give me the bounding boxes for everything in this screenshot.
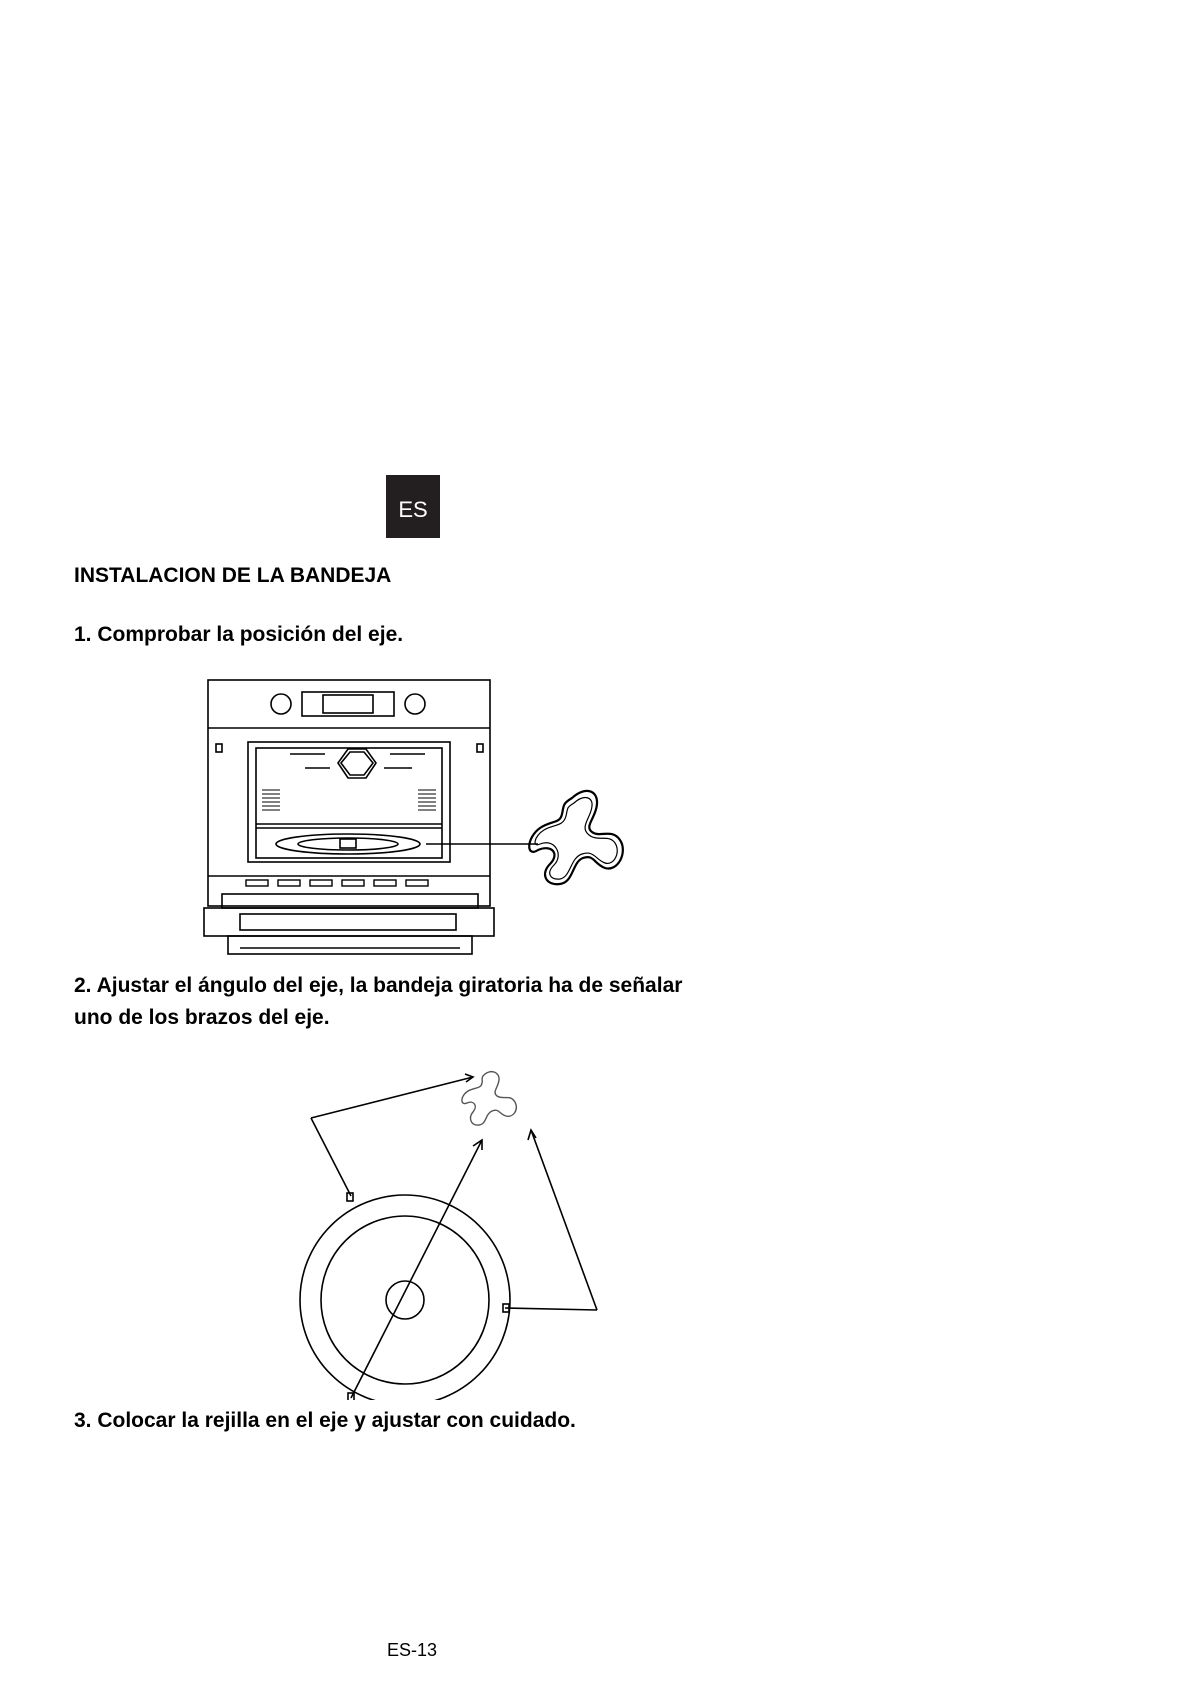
turntable-inner <box>321 1216 489 1384</box>
step-2-text <box>74 970 774 1034</box>
oven-with-shaft-figure <box>200 678 660 960</box>
turntable-diagram <box>285 1060 615 1400</box>
step-2-line-1: 2. Ajustar el ángulo del eje, la bandeja giratoria ha de señalar <box>74 974 683 997</box>
oven-door <box>204 908 494 936</box>
step-2-line-2: uno de los brazos del eje. <box>74 1006 330 1029</box>
turntable-hub <box>386 1281 424 1319</box>
step-1-text: 1. Comprobar la posición del eje. <box>74 623 404 646</box>
oven-housing <box>208 680 490 906</box>
turntable-alignment-figure <box>285 1060 615 1400</box>
section-title: INSTALACION DE LA BANDEJA <box>74 564 392 587</box>
fan-cover-icon <box>338 749 376 778</box>
language-badge: ES <box>386 475 440 538</box>
oven-knob-right-icon <box>405 694 425 714</box>
step-3-text: 3. Colocar la rejilla en el eje y ajustar con cuidado. <box>74 1409 576 1432</box>
oven-knob-left-icon <box>271 694 291 714</box>
page-number: ES-13 <box>387 1640 438 1660</box>
oven-diagram <box>200 678 660 960</box>
roller-support-icon <box>529 791 623 884</box>
turntable-outer <box>300 1195 510 1400</box>
